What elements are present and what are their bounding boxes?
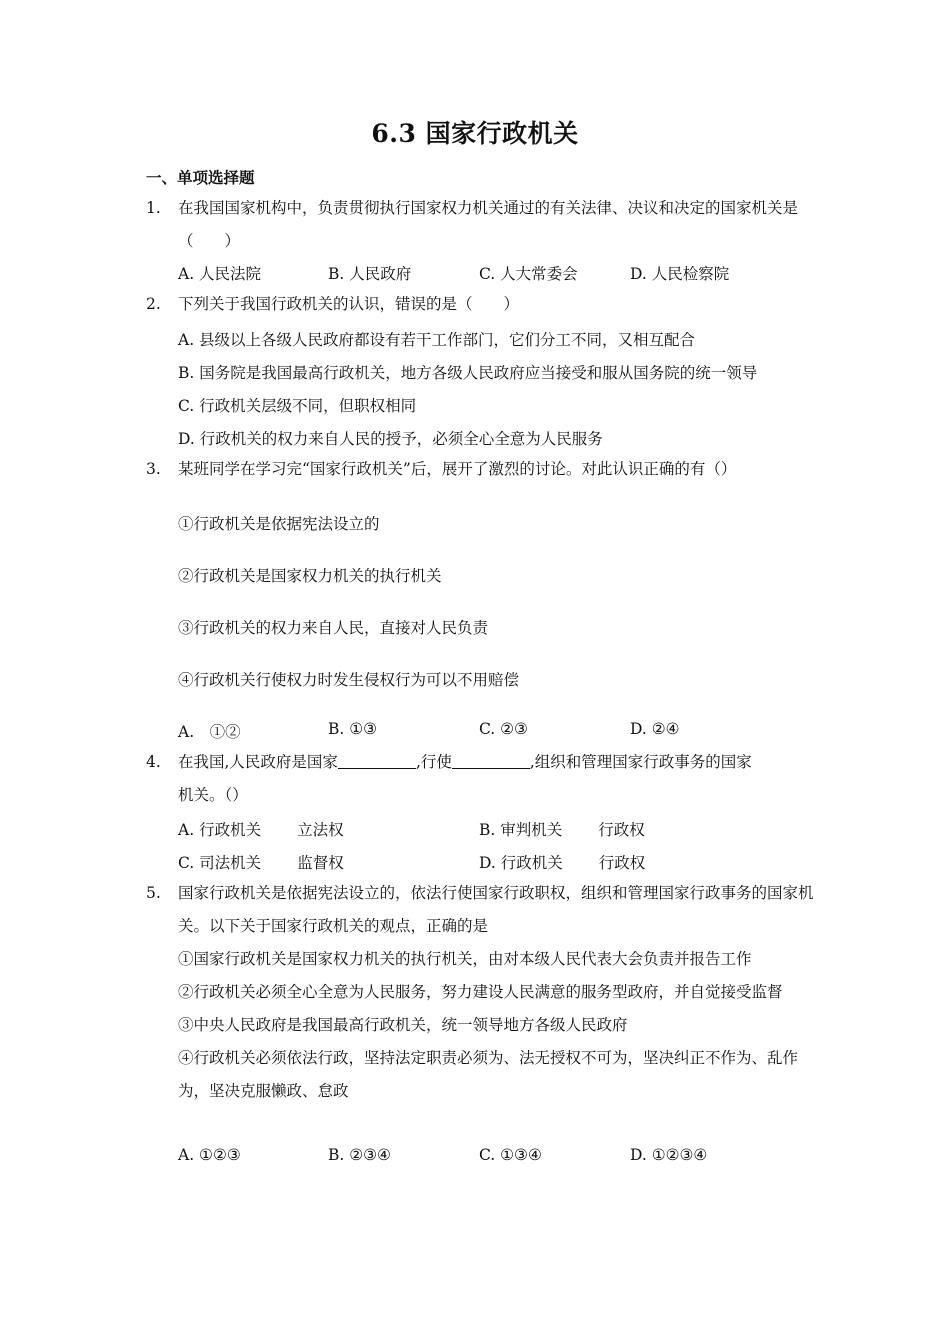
option-d: D. 人民检察院 bbox=[630, 265, 730, 283]
option-b: B. ①③ bbox=[328, 720, 378, 738]
option-text: 审判机关 bbox=[500, 821, 563, 839]
statement-4: ④行政机关必须依法行政，坚持法定职责必须为、法无授权不可为，坚决纠正不作为、乱作为，坚决克服懒政、怠政 bbox=[178, 1049, 799, 1100]
section-heading: 一、单项选择题 bbox=[146, 168, 255, 187]
option-d: D. ①②③④ bbox=[630, 1146, 708, 1164]
question-stem bbox=[178, 877, 816, 1108]
question-stem: 下列关于我国行政机关的认识，错误的是（ ） bbox=[178, 295, 520, 313]
option-a: A. 县级以上各级人民政府都设有若干工作部门，它们分工不同，又相互配合 bbox=[178, 331, 696, 349]
answer-blank bbox=[338, 754, 416, 769]
statement-3: ③中央人民政府是我国最高行政机关，统一领导地方各级人民政府 bbox=[178, 1016, 628, 1034]
question-stem: 某班同学在学习完“国家行政机关”后，展开了激烈的讨论。对此认识正确的有（） bbox=[178, 460, 737, 478]
statement-1: ①行政机关是依据宪法设立的 bbox=[178, 515, 380, 533]
statement-3: ③行政机关的权力来自人民，直接对人民负责 bbox=[178, 619, 489, 637]
page-title: 6.3 国家行政机关 bbox=[371, 119, 579, 148]
question-1 bbox=[146, 192, 816, 258]
question-number: 3. bbox=[146, 460, 161, 478]
option-b: B. 国务院是我国最高行政机关，地方各级人民政府应当接受和服从国务院的统一领导 bbox=[178, 364, 758, 382]
option-text: 立法权 bbox=[297, 821, 344, 839]
statement-2: ②行政机关必须全心全意为人民服务，努力建设人民满意的服务型政府，并自觉接受监督 bbox=[178, 983, 783, 1001]
option-c: C. 人大常委会 bbox=[479, 265, 578, 283]
option-text: 行政权 bbox=[598, 854, 646, 872]
statement-2: ②行政机关是国家权力机关的执行机关 bbox=[178, 567, 442, 585]
question-4 bbox=[146, 746, 816, 812]
question-number: 4. bbox=[146, 753, 161, 771]
question-3 bbox=[146, 453, 816, 486]
option-a: A. ①②③ bbox=[178, 1146, 241, 1164]
option-letter: B. bbox=[479, 821, 496, 839]
option-a: A. ①② bbox=[178, 723, 241, 741]
option-c: C. ①③④ bbox=[479, 1146, 542, 1164]
option-text: 行政机关 bbox=[199, 821, 262, 839]
stem-part: ,组织和管理国家行政事务的国家 bbox=[529, 753, 752, 771]
option-b: B. ②③④ bbox=[328, 1146, 391, 1164]
statement-4: ④行政机关行使权力时发生侵权行为可以不用赔偿 bbox=[178, 671, 520, 689]
question-stem bbox=[178, 746, 816, 812]
stem-text: 国家行政机关是依据宪法设立的，依法行使国家行政职权，组织和管理国家行政事务的国家机关。以下关于国家行政机关的观点，正确的是 bbox=[178, 884, 814, 935]
stem-part: ,行使 bbox=[415, 753, 452, 771]
option-letter: A. bbox=[178, 821, 195, 839]
option-text: 行政权 bbox=[598, 821, 645, 839]
option-text: 行政机关 bbox=[500, 854, 563, 872]
option-a bbox=[178, 818, 344, 840]
option-c: C. 行政机关层级不同，但职权相同 bbox=[178, 397, 417, 415]
question-2 bbox=[146, 288, 816, 321]
option-letter: D. bbox=[479, 854, 496, 872]
question-number: 5. bbox=[146, 884, 161, 902]
question-number: 2. bbox=[146, 295, 161, 313]
question-5 bbox=[146, 877, 816, 1108]
option-d: D. ②④ bbox=[630, 720, 680, 738]
stem-part: 在我国,人民政府是国家 bbox=[178, 753, 338, 771]
question-stem: 在我国国家机构中，负责贯彻执行国家权力机关通过的有关法律、决议和决定的国家机关是（ ） bbox=[178, 199, 799, 250]
answer-blank bbox=[452, 754, 530, 769]
option-b: B. 人民政府 bbox=[328, 265, 412, 283]
question-number: 1. bbox=[146, 199, 161, 217]
option-a: A. 人民法院 bbox=[178, 265, 262, 283]
option-text: 监督权 bbox=[297, 854, 344, 872]
stem-part: 机关。（） bbox=[178, 786, 248, 804]
option-text: 司法机关 bbox=[199, 854, 262, 872]
option-c bbox=[178, 851, 344, 873]
option-d bbox=[479, 851, 645, 873]
option-b bbox=[479, 818, 645, 840]
option-c: C. ②③ bbox=[479, 720, 528, 738]
statement-1: ①国家行政机关是国家权力机关的执行机关，由对本级人民代表大会负责并报告工作 bbox=[178, 950, 752, 968]
option-letter: C. bbox=[178, 854, 195, 872]
option-d: D. 行政机关的权力来自人民的授予，必须全心全意为人民服务 bbox=[178, 430, 603, 448]
